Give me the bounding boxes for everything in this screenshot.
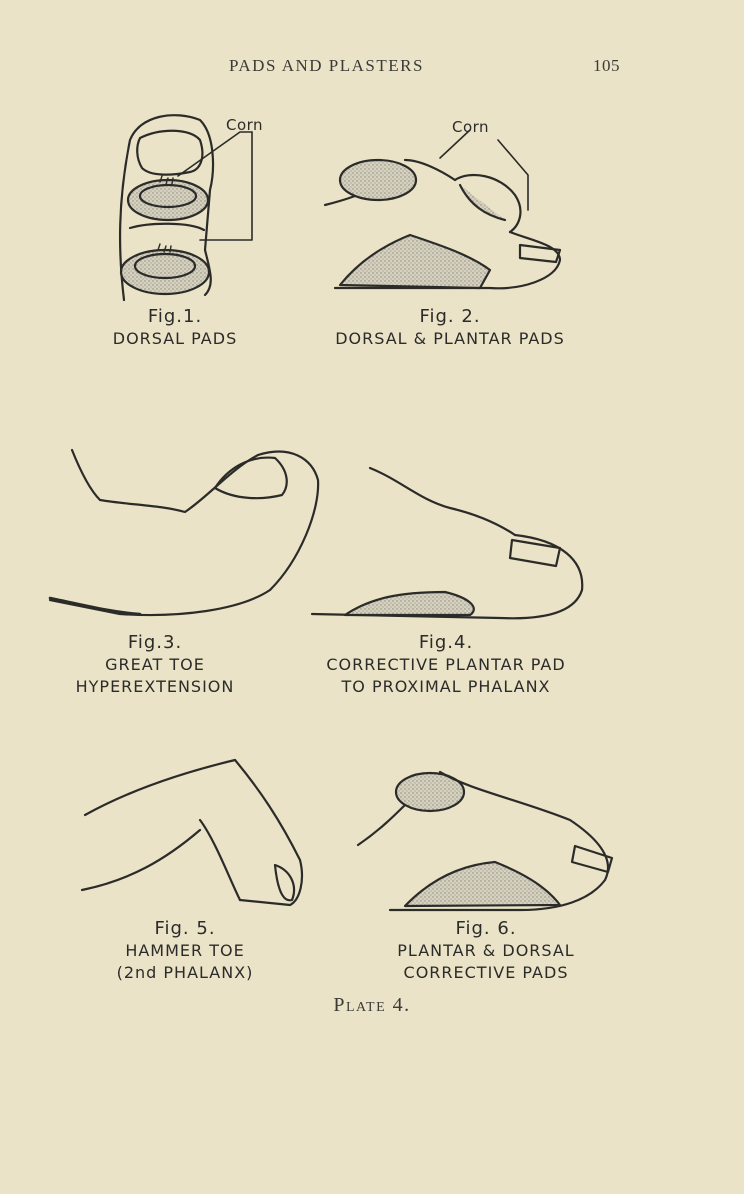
fig1-number: Fig.1.: [147, 306, 203, 327]
fig2-caption: [300, 306, 600, 350]
fig4-caption-line-1: CORRECTIVE PLANTAR PAD: [326, 655, 566, 674]
page-number: 105: [593, 56, 620, 75]
fig6-number: Fig. 6.: [455, 918, 517, 939]
fig2-caption-line: DORSAL & PLANTAR PADS: [335, 329, 565, 348]
fig1-corn-label: Corn: [226, 116, 264, 134]
plate-label-text: Plate 4.: [333, 994, 411, 1016]
fig3-caption: [40, 632, 270, 698]
fig5-caption-line-1: HAMMER TOE: [125, 941, 245, 960]
fig1-caption: [60, 306, 290, 350]
fig3-caption-line-1: GREAT TOE: [105, 655, 205, 674]
running-title: PADS AND PLASTERS: [229, 56, 424, 75]
fig5-number: Fig. 5.: [154, 918, 216, 939]
fig4-drawing: [312, 468, 582, 618]
fig5-caption: [60, 918, 310, 984]
fig6-caption: [346, 918, 626, 984]
fig5-caption-line-2: (2nd PHALANX): [116, 963, 254, 982]
fig3-number: Fig.3.: [127, 632, 183, 653]
fig1-caption-line: DORSAL PADS: [112, 329, 238, 348]
fig2-number: Fig. 2.: [419, 306, 481, 327]
fig2-drawing: [325, 130, 560, 288]
fig4-number: Fig.4.: [418, 632, 474, 653]
fig2-corn-label: Corn: [452, 118, 490, 136]
fig6-caption-line-2: CORRECTIVE PADS: [403, 963, 569, 982]
fig6-caption-line-1: PLANTAR & DORSAL: [397, 941, 575, 960]
fig3-caption-line-2: HYPEREXTENSION: [75, 677, 235, 696]
fig1-drawing: [120, 115, 252, 300]
fig6-drawing: [358, 772, 612, 910]
fig4-caption-line-2: TO PROXIMAL PHALANX: [341, 677, 551, 696]
fig5-drawing: [82, 760, 302, 905]
plate-label: [0, 994, 744, 1017]
fig4-caption: [296, 632, 596, 698]
fig3-drawing: [50, 450, 318, 615]
